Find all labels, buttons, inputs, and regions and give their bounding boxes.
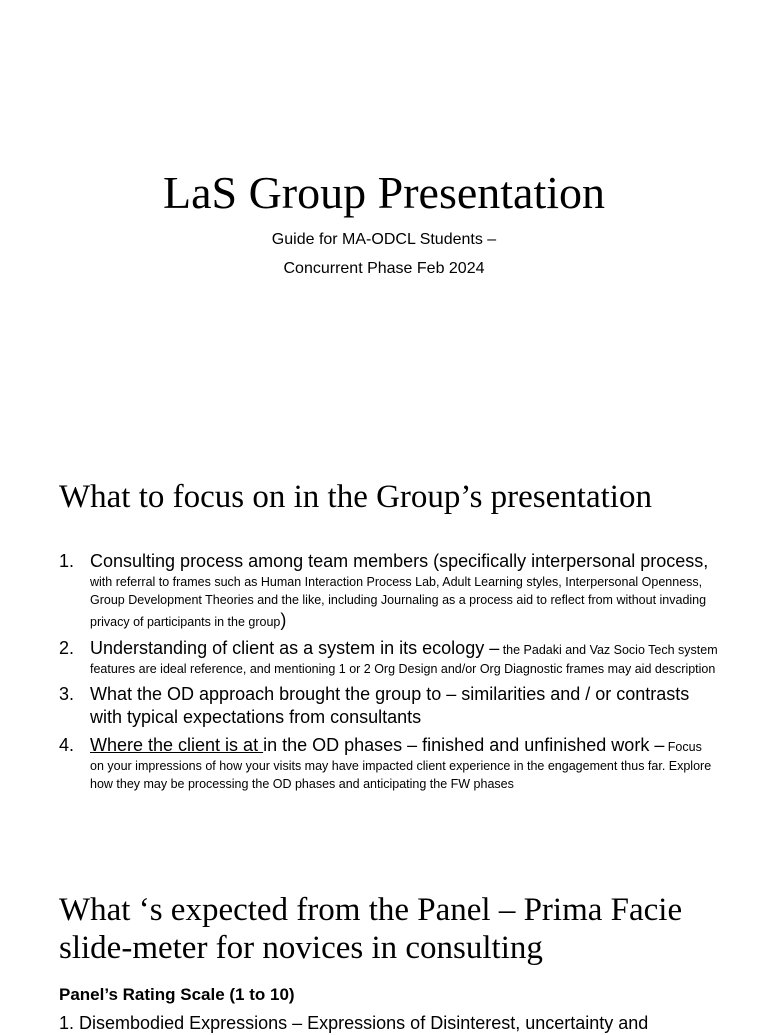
- list-item-detail: the Padaki and Vaz Socio Tech system features are ideal reference, and mentioning 1 or 2 Org Design and/or Org Diagnostic frames may aid description: [90, 643, 718, 676]
- slide-subtitle-line-2: Concurrent Phase Feb 2024: [283, 260, 485, 277]
- list-item-number: 2.: [59, 638, 75, 658]
- list-item-detail: Focus on your impressions of how your visits may have impacted client experience in the engagement thus far. Explore how they may be processing the OD phases and anticipating the FW phases: [90, 740, 712, 791]
- rating-item-text: Disembodied Expressions – Expressions of Disinterest, uncertainty and: [79, 1013, 649, 1033]
- list-item: [59, 734, 719, 793]
- slide-title: LaS Group Presentation: [162, 167, 606, 218]
- focus-list: [59, 550, 719, 798]
- list-item-lead: What the OD approach brought the group to – similarities and / or contrasts with typical expectations from consultants: [90, 684, 690, 727]
- list-item-lead: Understanding of client as a system in its ecology –: [90, 638, 500, 658]
- list-item-lead: Consulting process among team members (specifically interpersonal process,: [90, 551, 709, 571]
- slide-subtitle-line-1: Guide for MA-ODCL Students –: [271, 231, 497, 248]
- list-item: [59, 683, 719, 729]
- list-item-detail: with referral to frames such as Human Interaction Process Lab, Adult Learning styles, Interpersonal Openness, Group Development Theories and the like, including Journaling as a process aid to reflect from without invading privacy of participants in the group: [90, 575, 707, 629]
- rating-scale-heading: Panel’s Rating Scale (1 to 10): [59, 985, 295, 1004]
- list-item-tail: ): [280, 610, 287, 630]
- focus-section-title: What to focus on in the Group’s presentation: [59, 479, 652, 515]
- rating-item-number: 1.: [59, 1013, 75, 1033]
- list-item-number: 4.: [59, 735, 75, 755]
- list-item-lead: in the OD phases – finished and unfinished work –: [263, 735, 665, 755]
- list-item: [59, 637, 719, 678]
- panel-section-title: What ‘s expected from the Panel – Prima Facie slide-meter for novices in consulting: [59, 892, 683, 966]
- list-item-lead-underlined: Where the client is at: [90, 735, 264, 755]
- list-item: [59, 550, 719, 632]
- list-item-number: 1.: [59, 551, 75, 571]
- list-item-number: 3.: [59, 684, 75, 704]
